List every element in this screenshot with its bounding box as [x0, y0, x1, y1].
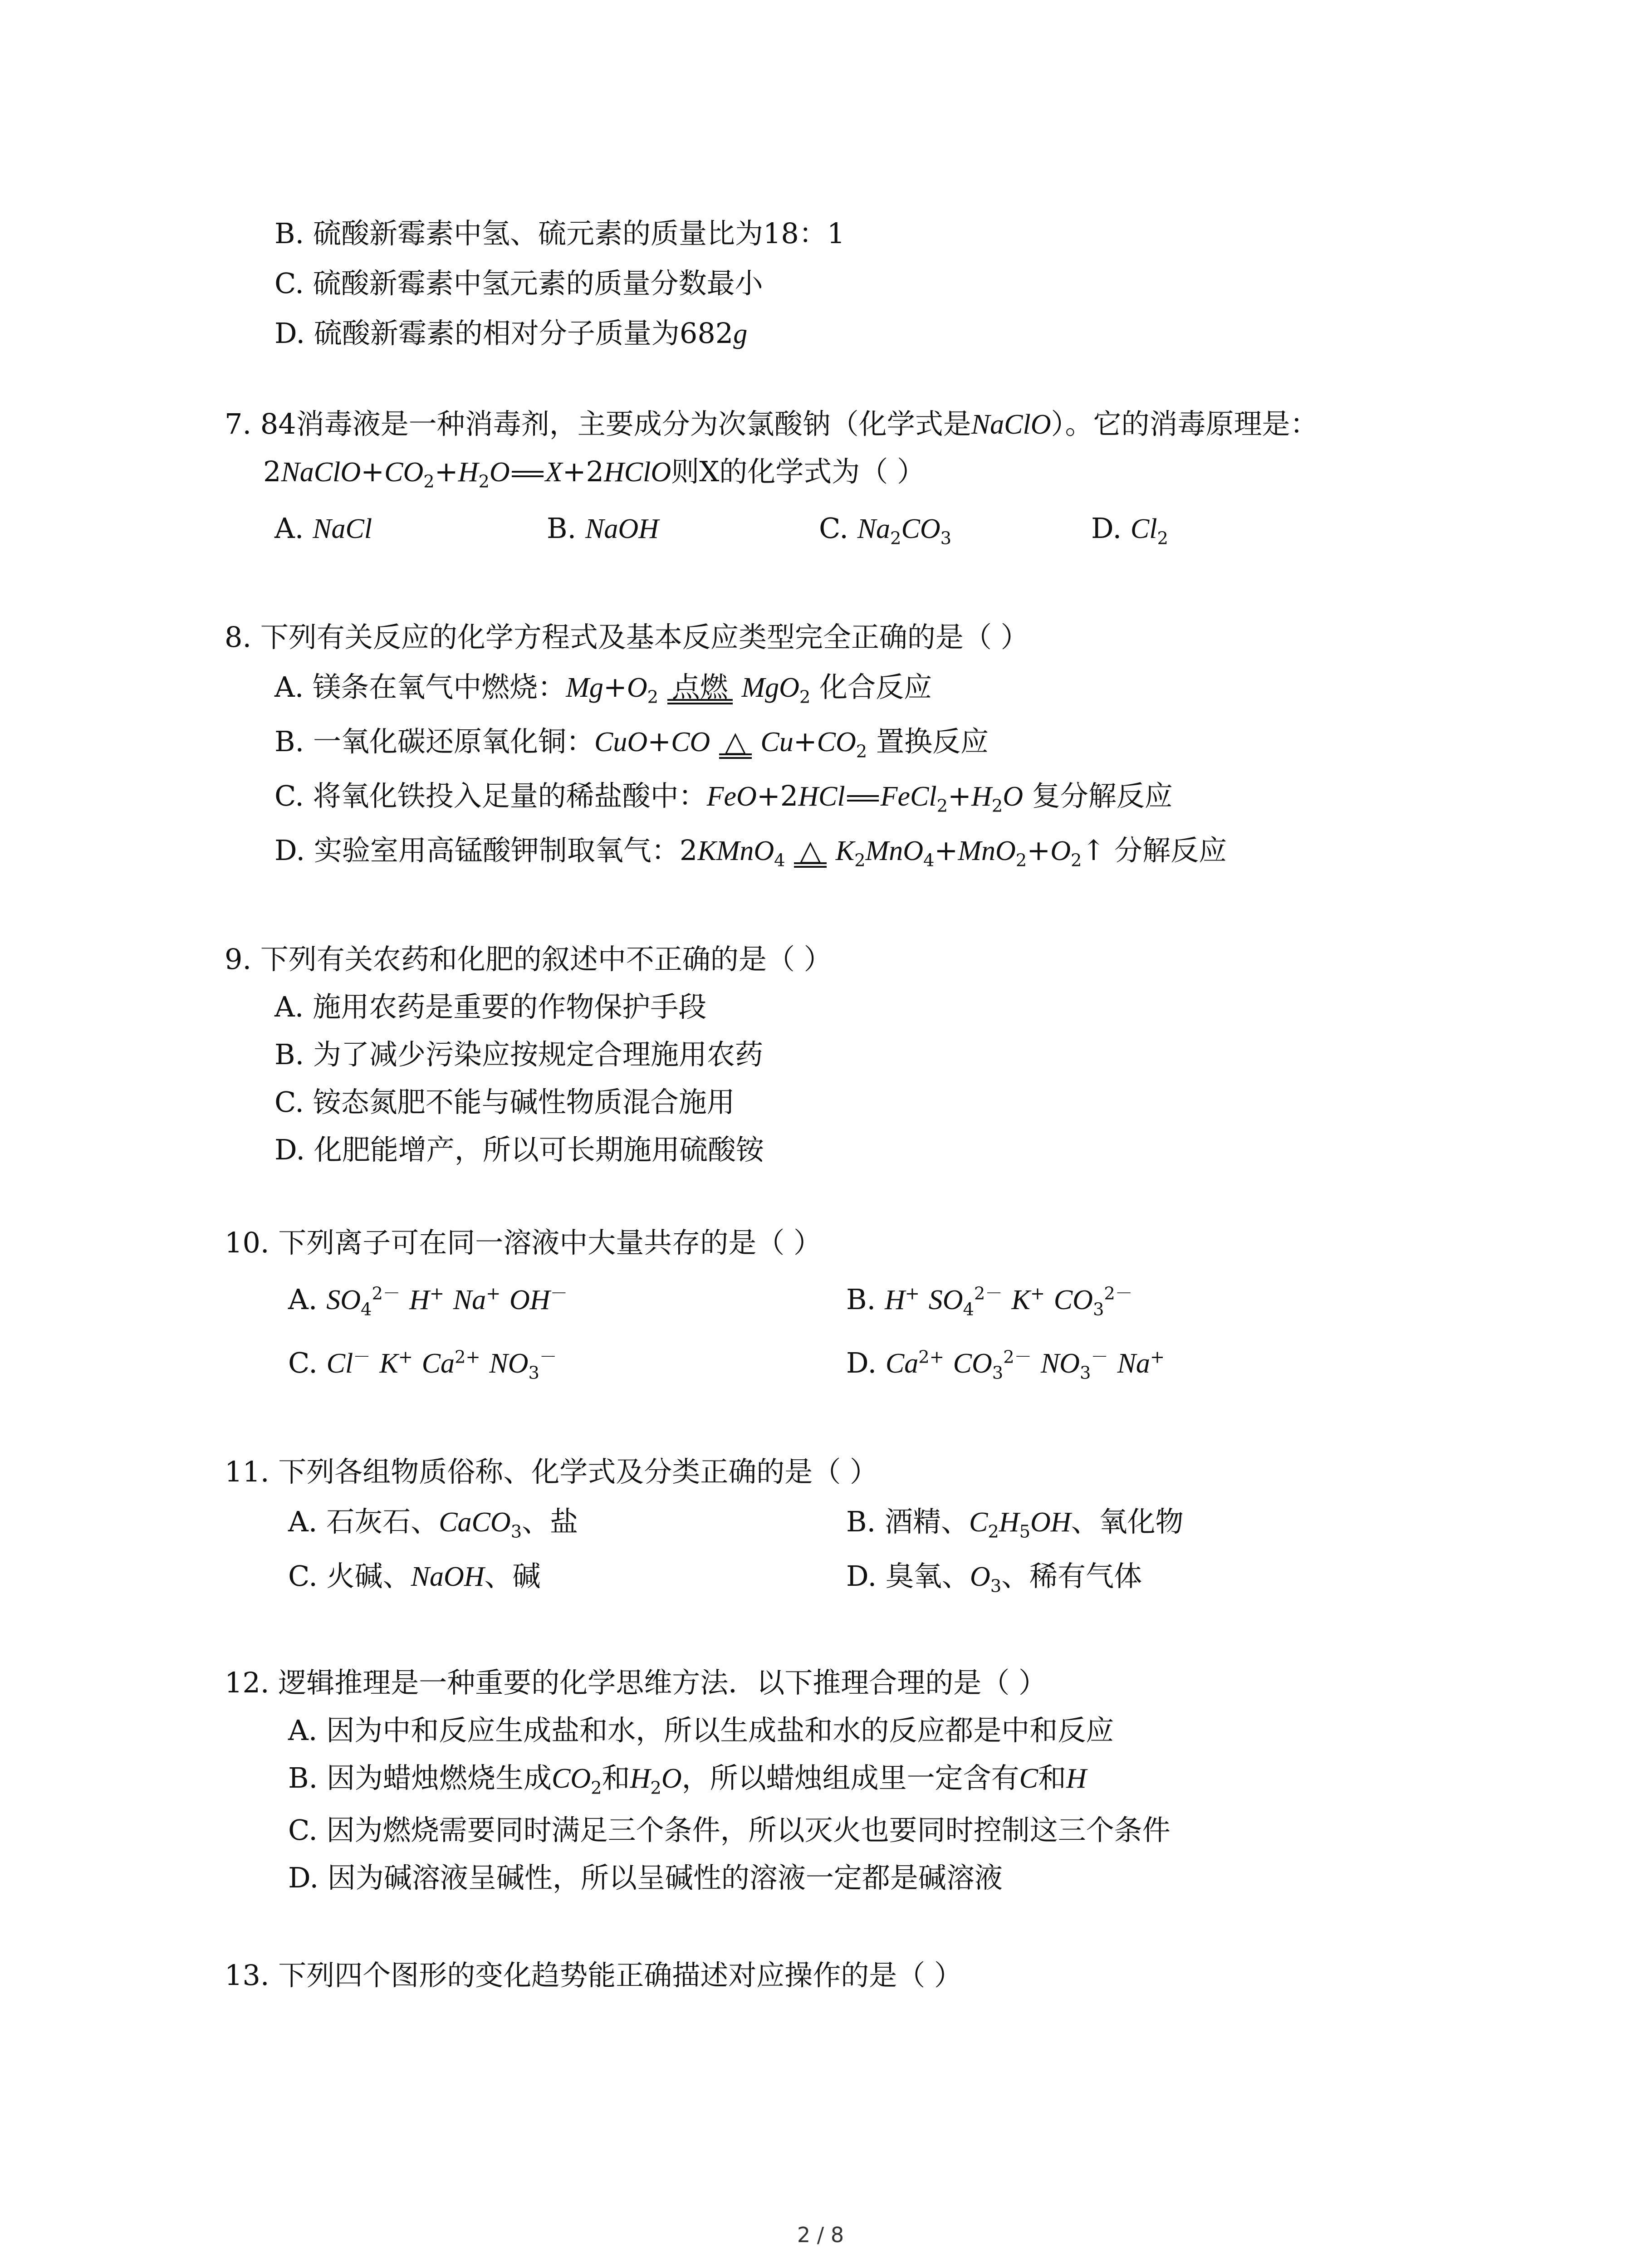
- q10-stem: 10. 下列离子可在同一溶液中大量共存的是（ ）: [225, 1226, 822, 1259]
- q11-option-d: D. 臭氧、$O_3$、稀有气体: [846, 1559, 1142, 1597]
- q7-stem: 7. 84消毒液是一种消毒剂，主要成分为次氯酸钠（化学式是NaClO）。它的消毒原理是：: [225, 407, 1318, 440]
- q10-option-b: B. H+ $SO_4^{2-}$ K+ $CO_3^{2-}$: [846, 1283, 1133, 1320]
- q12-option-c: C. 因为燃烧需要同时满足三个条件，所以灭火也要同时控制这三个条件: [288, 1813, 1171, 1847]
- q8-option-b: B. 一氧化碳还原氧化铜：CuO+CO △ $Cu+CO_2$ 置换反应: [274, 725, 989, 762]
- q6-option-d: D. 硫酸新霉素的相对分子质量为682g: [274, 317, 748, 350]
- q9-option-a: A. 施用农药是重要的作物保护手段: [274, 990, 707, 1023]
- q7-option-b: B. NaOH: [547, 512, 659, 545]
- q6-option-c: C. 硫酸新霉素中氢元素的质量分数最小: [274, 267, 763, 300]
- q7-option-a: A. NaCl: [274, 512, 372, 545]
- q12-option-a: A. 因为中和反应生成盐和水，所以生成盐和水的反应都是中和反应: [288, 1714, 1114, 1747]
- q11-option-c: C. 火碱、NaOH、碱: [288, 1559, 541, 1593]
- q10-option-c: C. Cl－ K+ $Ca^{2+}$ $NO_3^-$: [288, 1346, 557, 1383]
- q9-option-c: C. 铵态氮肥不能与碱性物质混合施用: [274, 1085, 735, 1119]
- q11-option-a: A. 石灰石、CaCO$_3$、盐: [288, 1505, 578, 1542]
- q12-stem: 12. 逻辑推理是一种重要的化学思维方法．以下推理合理的是（ ）: [225, 1666, 1047, 1699]
- q7-option-d: D. $Cl_2$: [1091, 512, 1168, 549]
- q7-option-c: C. $Na_2CO_3$: [819, 512, 952, 549]
- q8-stem: 8. 下列有关反应的化学方程式及基本反应类型完全正确的是（ ）: [225, 621, 1029, 654]
- q7-equation: $2NaClO+CO_2+H_2O$ X+2HClO则X的化学式为（ ）: [263, 455, 925, 492]
- q11-stem: 11. 下列各组物质俗称、化学式及分类正确的是（ ）: [225, 1455, 878, 1488]
- q10-option-d: D. $Ca^{2+}$ $CO_3^{2-}$ $NO_3^-$ Na+: [846, 1346, 1165, 1383]
- q12-option-d: D. 因为碱溶液呈碱性，所以呈碱性的溶液一定都是碱溶液: [288, 1861, 1003, 1894]
- q6-option-b: B. 硫酸新霉素中氢、硫元素的质量比为18：1: [274, 217, 845, 250]
- q12-option-b: B. 因为蜡烛燃烧生成$CO_2$和$H_2O$，所以蜡烛组成里一定含有C和H: [288, 1761, 1087, 1799]
- q13-stem: 13. 下列四个图形的变化趋势能正确描述对应操作的是（ ）: [225, 1959, 963, 1992]
- q10-option-a: A. $SO_4^{2-}$ H+ Na+ OH－: [288, 1283, 568, 1320]
- q9-option-b: B. 为了减少污染应按规定合理施用农药: [274, 1038, 763, 1071]
- q9-stem: 9. 下列有关农药和化肥的叙述中不正确的是（ ）: [225, 943, 832, 976]
- q9-option-d: D. 化肥能增产，所以可长期施用硫酸铵: [274, 1133, 764, 1166]
- q8-option-c: C. 将氧化铁投入足量的稀盐酸中：FeO+2HCl $FeCl_2+H_2O$ 复分解反应: [274, 779, 1173, 816]
- q8-option-d: D. 实验室用高锰酸钾制取氧气：2KMnO$_4$ △ $K_2MnO_4+MnO_2+O_2↑$ 分解反应: [274, 834, 1227, 871]
- q11-option-b: B. 酒精、$C_2H_5OH$、氧化物: [846, 1505, 1184, 1542]
- page-number: 2 / 8: [797, 2223, 844, 2247]
- q8-option-a: A. 镁条在氧气中燃烧：$Mg+O_2$ 点燃 MgO$_2$ 化合反应: [274, 670, 932, 708]
